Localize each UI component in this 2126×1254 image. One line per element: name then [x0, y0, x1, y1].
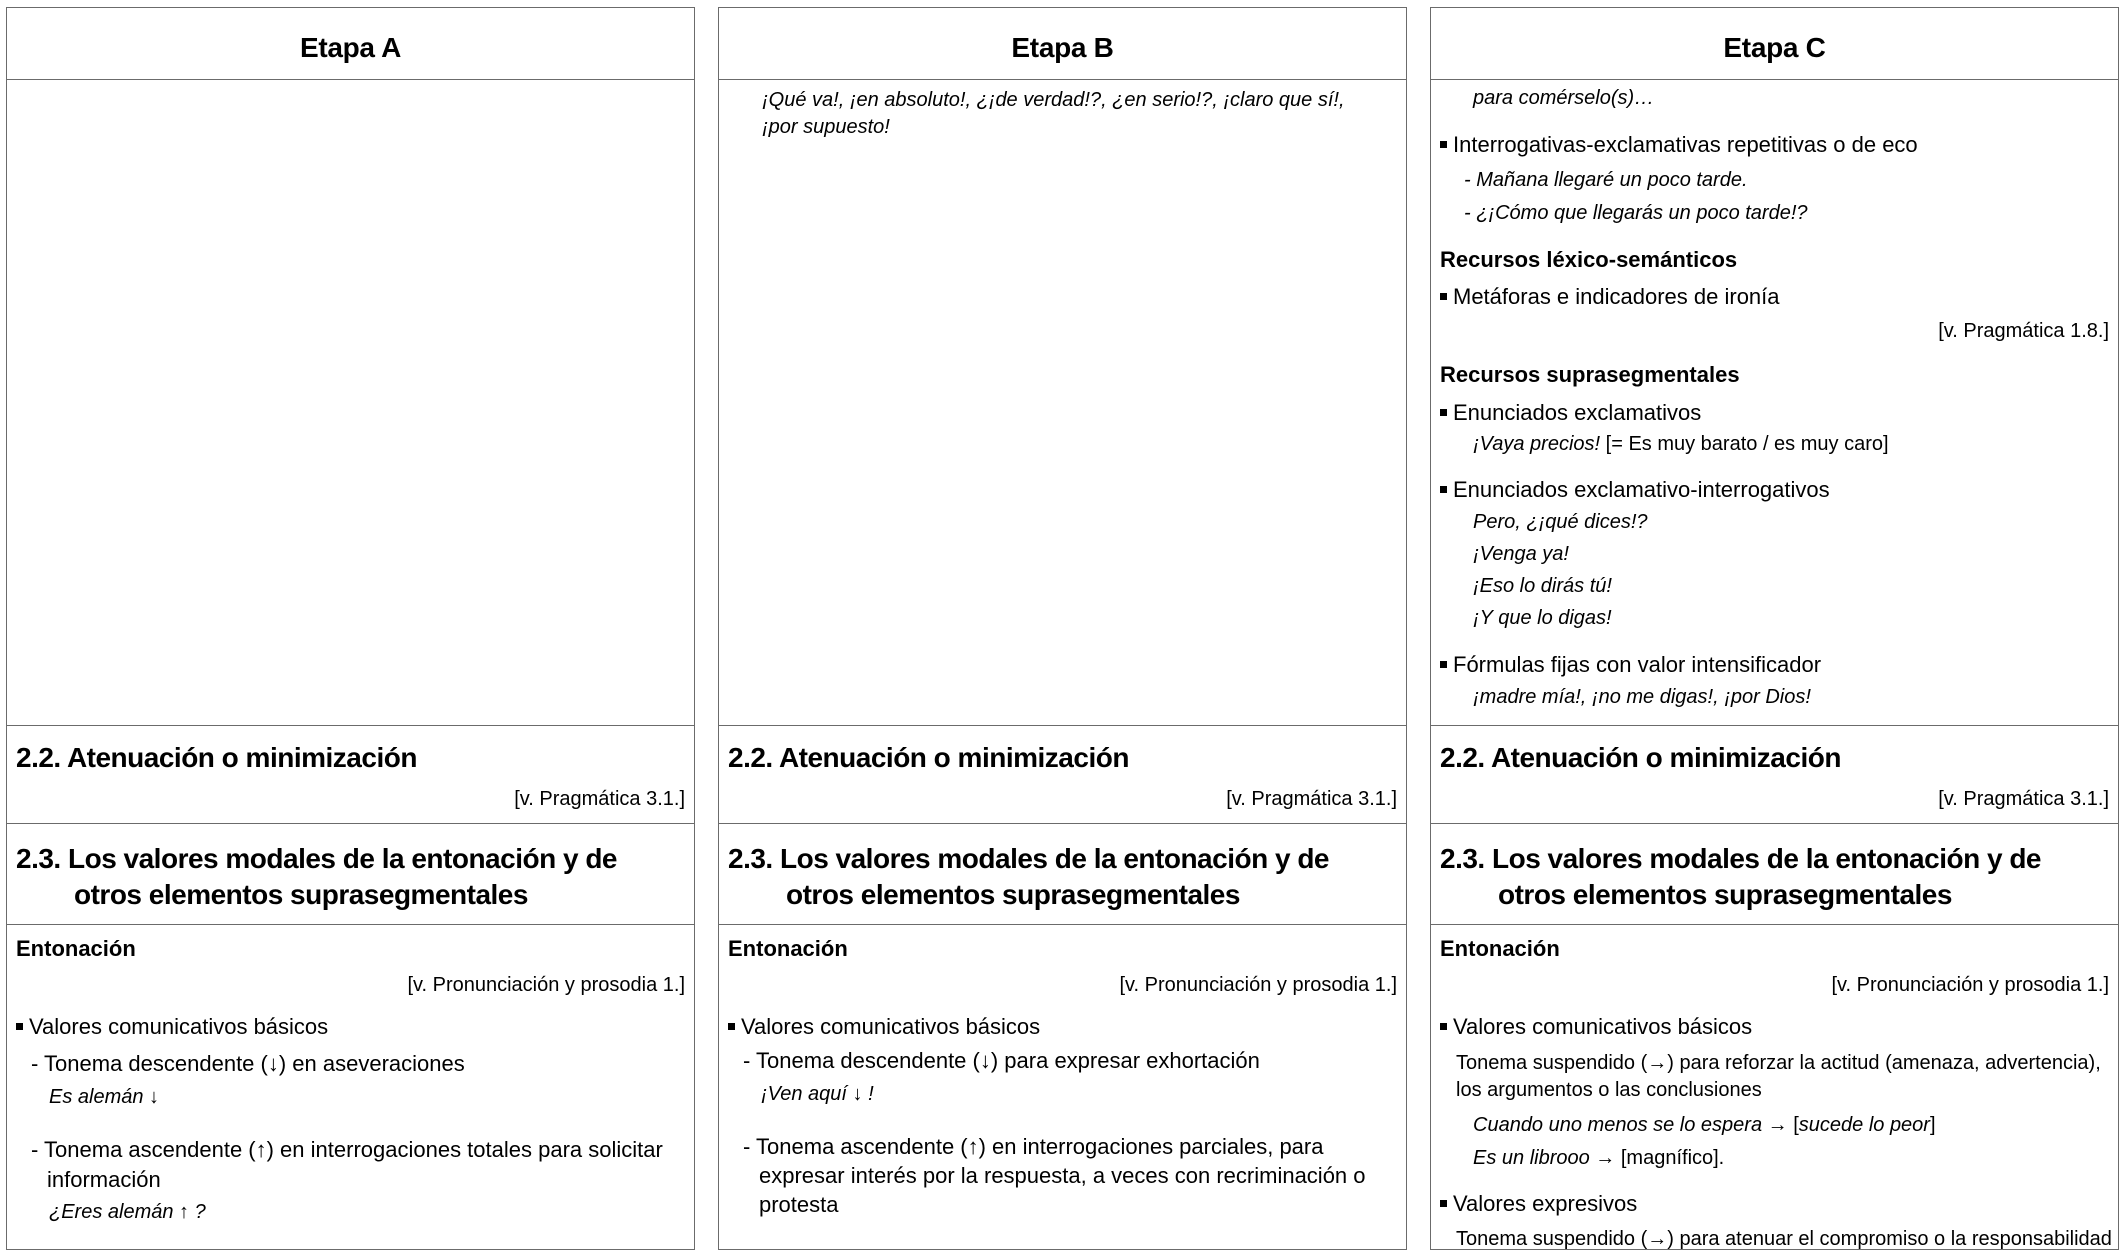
subheading: Entonación [1440, 936, 1560, 961]
section-heading: 2.2. Atenuación o minimización [1440, 742, 1841, 773]
example-text: para comérselo(s)… [1473, 87, 1655, 109]
bullet-item [1440, 1191, 1637, 1217]
column-etapa-b [718, 7, 1407, 1250]
bullet-square [1440, 1023, 1447, 1030]
example-text: Es alemán ↓ [49, 1086, 160, 1108]
section-2-3-header [1431, 824, 2118, 925]
example-text: Es un librooo [1473, 1147, 1590, 1169]
section-2-3-header [7, 824, 694, 925]
example-text: ¿Eres alemán ↑ ? [49, 1201, 206, 1223]
bullet-item [1440, 652, 1821, 678]
section-2-2 [7, 726, 694, 824]
list-item: - Tonema ascendente (↑) en interrogaciones totales para solicitar información [31, 1137, 663, 1192]
example-line [1473, 1147, 1724, 1170]
bullet-square [1440, 1200, 1447, 1207]
cross-reference: [v. Pragmática 3.1.] [1938, 788, 2109, 810]
example-text: sucede lo peor [1798, 1114, 1930, 1136]
subheading: Entonación [728, 936, 848, 961]
bullet-square [16, 1023, 23, 1030]
example-text: Cuando uno menos se lo espera [1473, 1114, 1763, 1136]
bullet-item [1440, 1014, 1752, 1040]
cross-reference: [v. Pronunciación y prosodia 1.] [407, 974, 685, 996]
column-title: Etapa C [1723, 32, 1826, 63]
example-text: ¡Eso lo dirás tú! [1473, 575, 1612, 597]
bullet-square [728, 1023, 735, 1030]
cross-reference: [v. Pragmática 3.1.] [514, 788, 685, 810]
column-etapa-c [1430, 7, 2119, 1250]
cross-reference: [v. Pronunciación y prosodia 1.] [1119, 974, 1397, 996]
example-arrow: → [ [1762, 1114, 1799, 1136]
column-etapa-a [6, 7, 695, 1250]
bullet-text: Fórmulas fijas con valor intensificador [1453, 652, 1822, 677]
top-section [719, 80, 1406, 726]
example-text: Pero, ¿¡qué dices!? [1473, 511, 1648, 533]
description-text: Tonema suspendido (→) para reforzar la actitud (amenaza, advertencia), los argumentos o las conclusiones [1456, 1052, 2101, 1101]
section-2-2 [1431, 726, 2118, 824]
cross-reference: [v. Pronunciación y prosodia 1.] [1831, 974, 2109, 996]
bullet-text: Valores comunicativos básicos [1453, 1014, 1753, 1039]
bullet-text: Valores comunicativos básicos [741, 1014, 1041, 1039]
bullet-text: Enunciados exclamativos [1453, 400, 1702, 425]
bullet-square [1440, 409, 1447, 416]
example-text: ¡Vaya precios! [1473, 433, 1601, 455]
column-header [1431, 8, 2118, 80]
bullet-square [1440, 293, 1447, 300]
bullet-text: Metáforas e indicadores de ironía [1453, 284, 1780, 309]
section-heading: 2.2. Atenuación o minimización [16, 742, 417, 773]
list-item: - Tonema ascendente (↑) en interrogaciones parciales, para expresar interés por la respuesta, a veces con recriminación o protesta [743, 1134, 1366, 1217]
top-section [1431, 80, 2118, 726]
bullet-text: Valores expresivos [1453, 1191, 1638, 1216]
column-title: Etapa B [1011, 32, 1114, 63]
list-item: - Tonema descendente (↓) para expresar exhortación [743, 1048, 1260, 1073]
bullet-item [1440, 400, 1701, 426]
example-text: ¡Venga ya! [1473, 543, 1569, 565]
section-2-3-body [719, 925, 1406, 1249]
section-2-2 [719, 726, 1406, 824]
bullet-item [16, 1014, 328, 1040]
bullet-square [1440, 486, 1447, 493]
bullet-square [1440, 141, 1447, 148]
column-title: Etapa A [299, 32, 402, 63]
list-item: - Tonema descendente (↓) en aseveraciones [31, 1051, 465, 1076]
bullet-text: Valores comunicativos básicos [29, 1014, 329, 1039]
bullet-item [1440, 284, 1780, 310]
example-text: ¡madre mía!, ¡no me digas!, ¡por Dios! [1473, 686, 1811, 708]
section-heading: 2.3. Los valores modales de la entonación y de otros elementos suprasegmentales [728, 843, 1329, 910]
section-2-3-body [7, 925, 694, 1249]
section-heading: 2.2. Atenuación o minimización [728, 742, 1129, 773]
example-text: - Mañana llegaré un poco tarde. [1464, 169, 1748, 191]
description-text: Tonema suspendido (→) para atenuar el compromiso o la responsabilidad [1456, 1228, 2112, 1249]
bullet-item [728, 1014, 1040, 1040]
bullet-text: Enunciados exclamativo-interrogativos [1453, 477, 1830, 502]
column-header [719, 8, 1406, 80]
subheading: Entonación [16, 936, 136, 961]
section-2-3-body [1431, 925, 2118, 1249]
section-heading: 2.3. Los valores modales de la entonación y de otros elementos suprasegmentales [1440, 843, 2041, 910]
example-text: ¡Ven aquí ↓ ! [761, 1083, 874, 1105]
bullet-item [1440, 132, 1918, 158]
example-gloss: [= Es muy barato / es muy caro] [1600, 433, 1889, 455]
section-2-3-header [719, 824, 1406, 925]
column-header [7, 8, 694, 80]
bullet-item [1440, 477, 1830, 503]
cross-reference: [v. Pragmática 3.1.] [1226, 788, 1397, 810]
top-section-empty [7, 80, 694, 726]
cross-reference: [v. Pragmática 1.8.] [1938, 320, 2109, 342]
example-text: - ¿¡Cómo que llegarás un poco tarde!? [1464, 202, 1808, 224]
subheading: Recursos léxico-semánticos [1440, 247, 1738, 272]
example-gloss: → [magnífico]. [1589, 1147, 1725, 1169]
bullet-square [1440, 661, 1447, 668]
example-line [1473, 433, 1889, 456]
subheading: Recursos suprasegmentales [1440, 362, 1740, 387]
example-text: ¡Qué va!, ¡en absoluto!, ¿¡de verdad!?, ¿en serio!?, ¡claro que sí!, ¡por supuesto! [762, 89, 1345, 138]
example-line [1473, 1114, 1936, 1137]
bullet-text: Interrogativas-exclamativas repetitivas o de eco [1453, 132, 1918, 157]
section-heading: 2.3. Los valores modales de la entonación y de otros elementos suprasegmentales [16, 843, 617, 910]
example-text: ¡Y que lo digas! [1473, 607, 1612, 629]
example-bracket: ] [1929, 1114, 1936, 1136]
